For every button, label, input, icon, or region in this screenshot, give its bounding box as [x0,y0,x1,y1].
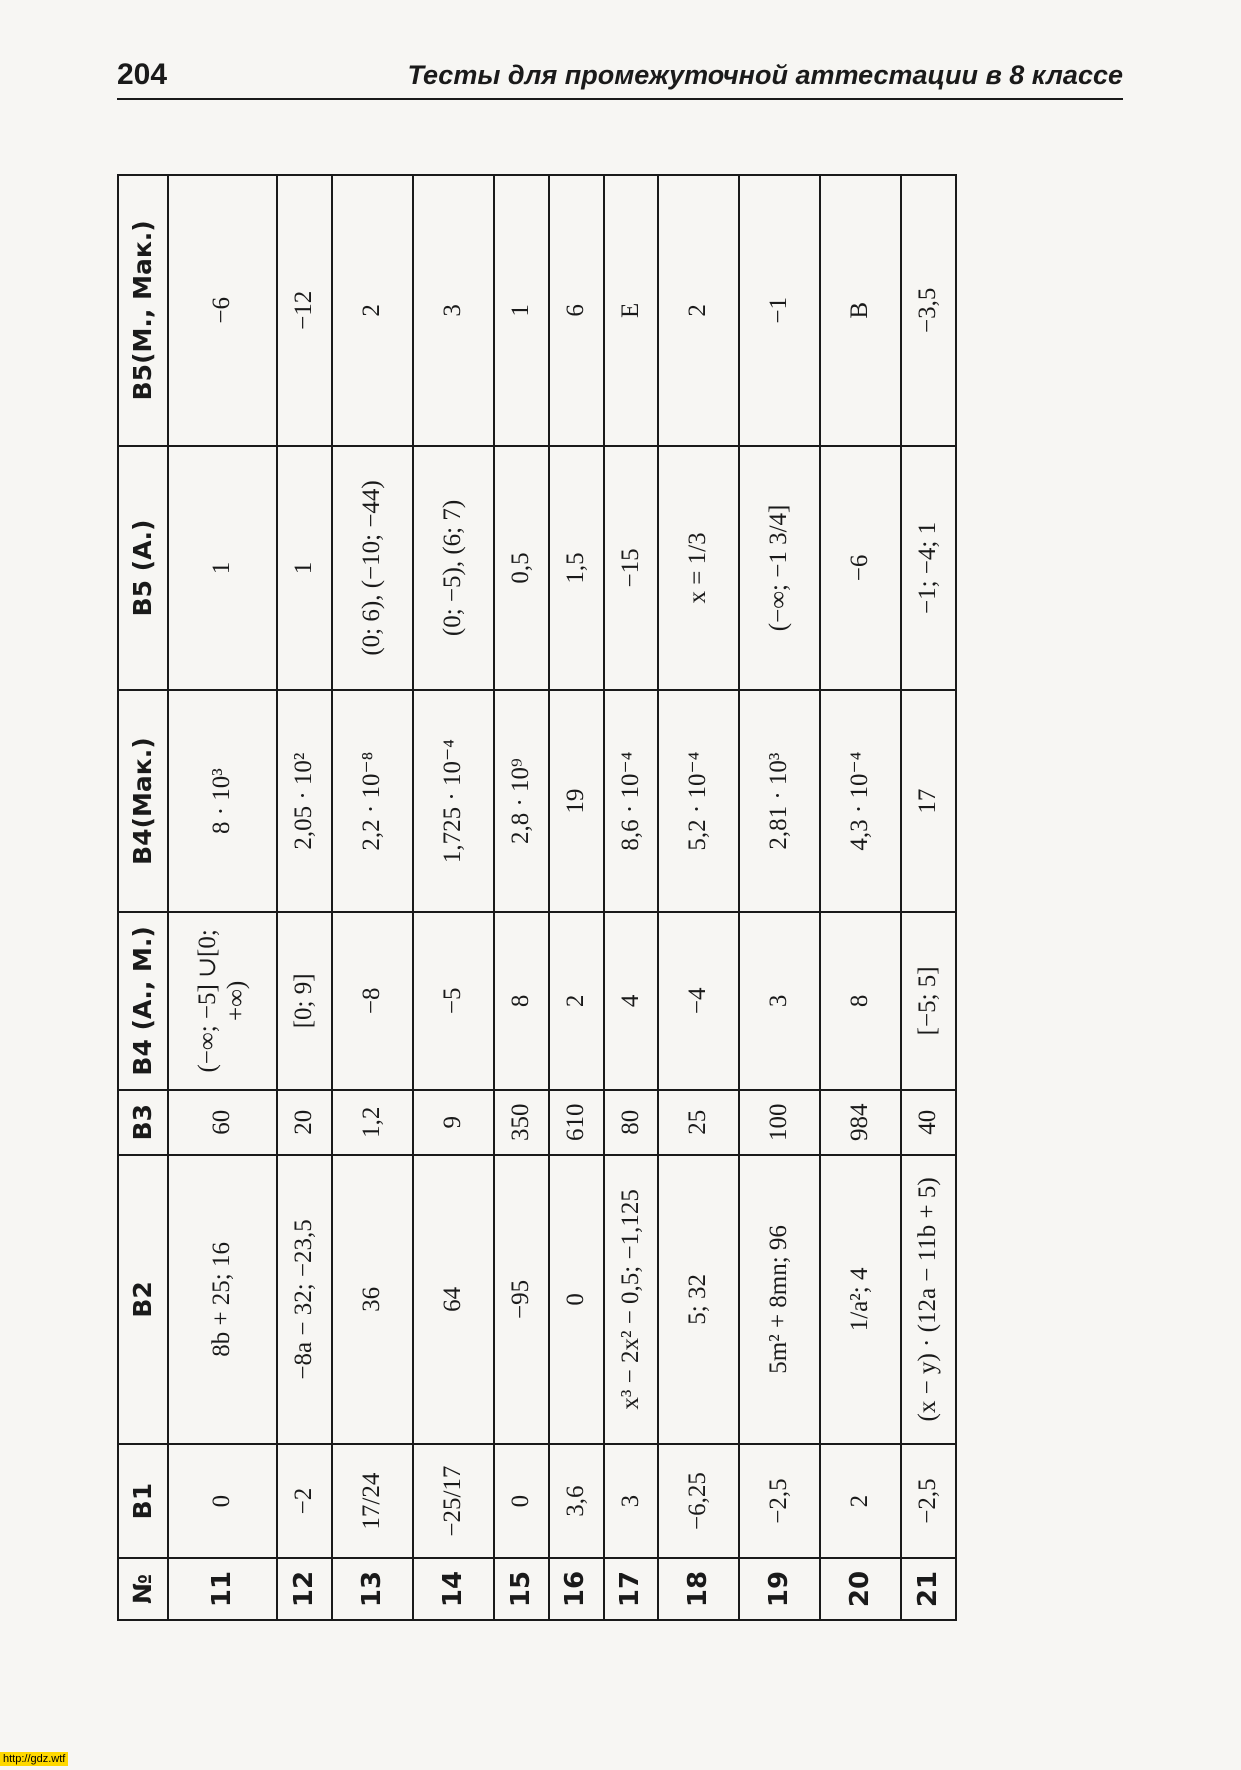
table-cell: 64 [413,1155,494,1444]
table-cell: 2,8 · 10⁹ [494,690,549,912]
table-cell: 4 [604,912,659,1090]
table-cell: −2,5 [901,1444,956,1558]
table-cell: 3,6 [549,1444,604,1558]
row-number-cell: 14 [413,1558,494,1620]
table-cell: −12 [277,175,332,446]
table-cell: −8 [332,912,413,1090]
table-cell: −8a − 32; −23,5 [277,1155,332,1444]
table-cell: 1 [277,446,332,691]
table-cell: 5,2 · 10⁻⁴ [658,690,739,912]
running-title: Тесты для промежуточной аттестации в 8 классе [407,60,1123,90]
table-row [901,175,956,1620]
table-cell: −6 [820,446,901,691]
table-cell: 4,3 · 10⁻⁴ [820,690,901,912]
table-cell: (−∞; −5] ∪[0; +∞) [168,912,277,1090]
column-header: B3 [118,1090,168,1155]
table-cell: 6 [549,175,604,446]
table-cell: 8 · 10³ [168,690,277,912]
table-cell: 100 [739,1090,820,1155]
table-cell: B [820,175,901,446]
table-cell: 8 [494,912,549,1090]
table-cell: −2 [277,1444,332,1558]
table-cell: 984 [820,1090,901,1155]
table-cell: [0; 9] [277,912,332,1090]
table-cell: −1 [739,175,820,446]
table-cell: 1,725 · 10⁻⁴ [413,690,494,912]
table-cell: 36 [332,1155,413,1444]
header-rule [117,98,1123,100]
table-cell: −4 [658,912,739,1090]
table-row [332,175,413,1620]
table-cell: 350 [494,1090,549,1155]
row-number-cell: 20 [820,1558,901,1620]
table-cell: [−5; 5] [901,912,956,1090]
table-cell: E [604,175,659,446]
table-cell: 2 [658,175,739,446]
column-header: B5 (А.) [118,446,168,691]
row-number-cell: 16 [549,1558,604,1620]
table-cell: 25 [658,1090,739,1155]
table-cell: 2,2 · 10⁻⁸ [332,690,413,912]
answers-table [117,174,957,1621]
answers-table-wrapper [117,174,957,1621]
page-number: 204 [117,58,168,91]
table-cell: 1,5 [549,446,604,691]
column-header: № [118,1558,168,1620]
table-cell: 40 [901,1090,956,1155]
table-cell: −25/17 [413,1444,494,1558]
table-row [739,175,820,1620]
column-header: B1 [118,1444,168,1558]
table-row [604,175,659,1620]
table-row [168,175,277,1620]
table-cell: −5 [413,912,494,1090]
table-cell: (−∞; −1 3/4] [739,446,820,691]
row-number-cell: 11 [168,1558,277,1620]
table-cell: 0 [549,1155,604,1444]
row-number-cell: 13 [332,1558,413,1620]
table-cell: x = 1/3 [658,446,739,691]
table-cell: 3 [413,175,494,446]
table-cell: 8 [820,912,901,1090]
table-cell: −2,5 [739,1444,820,1558]
table-cell: (0; −5), (6; 7) [413,446,494,691]
table-cell: −6,25 [658,1444,739,1558]
table-cell: (x − y) · (12a − 11b + 5) [901,1155,956,1444]
table-cell: 17 [901,690,956,912]
column-header: B5(М., Мак.) [118,175,168,446]
table-cell: 0,5 [494,446,549,691]
table-cell: 610 [549,1090,604,1155]
row-number-cell: 12 [277,1558,332,1620]
table-cell: 1,2 [332,1090,413,1155]
table-cell: 2 [332,175,413,446]
column-header: B2 [118,1155,168,1444]
row-number-cell: 18 [658,1558,739,1620]
table-cell: 9 [413,1090,494,1155]
table-cell: 8b + 25; 16 [168,1155,277,1444]
table-cell: 8,6 · 10⁻⁴ [604,690,659,912]
table-cell: 1/a²; 4 [820,1155,901,1444]
table-cell: 2 [820,1444,901,1558]
column-header: B4 (А., М.) [118,912,168,1090]
table-cell: 0 [168,1444,277,1558]
table-cell: 80 [604,1090,659,1155]
table-row [820,175,901,1620]
table-cell: 2,05 · 10² [277,690,332,912]
row-number-cell: 17 [604,1558,659,1620]
table-cell: −1; −4; 1 [901,446,956,691]
table-cell: −95 [494,1155,549,1444]
column-header: B4(Мак.) [118,690,168,912]
table-row [494,175,549,1620]
table-cell: 60 [168,1090,277,1155]
table-cell: x³ − 2x² − 0,5; −1,125 [604,1155,659,1444]
table-cell: 2,81 · 10³ [739,690,820,912]
table-row [413,175,494,1620]
table-row [277,175,332,1620]
table-cell: 20 [277,1090,332,1155]
table-row [658,175,739,1620]
table-header-row [118,175,168,1620]
table-cell: 1 [168,446,277,691]
row-number-cell: 21 [901,1558,956,1620]
table-cell: −6 [168,175,277,446]
table-cell: 0 [494,1444,549,1558]
table-row [549,175,604,1620]
table-cell: 2 [549,912,604,1090]
row-number-cell: 19 [739,1558,820,1620]
table-cell: −15 [604,446,659,691]
table-cell: 3 [604,1444,659,1558]
table-cell: 19 [549,690,604,912]
row-number-cell: 15 [494,1558,549,1620]
site-link[interactable]: http://gdz.wtf [0,1752,68,1766]
table-cell: 3 [739,912,820,1090]
table-cell: 17/24 [332,1444,413,1558]
table-cell: 1 [494,175,549,446]
table-cell: (0; 6), (−10; −44) [332,446,413,691]
table-cell: 5; 32 [658,1155,739,1444]
table-cell: 5m² + 8mn; 96 [739,1155,820,1444]
table-cell: −3,5 [901,175,956,446]
